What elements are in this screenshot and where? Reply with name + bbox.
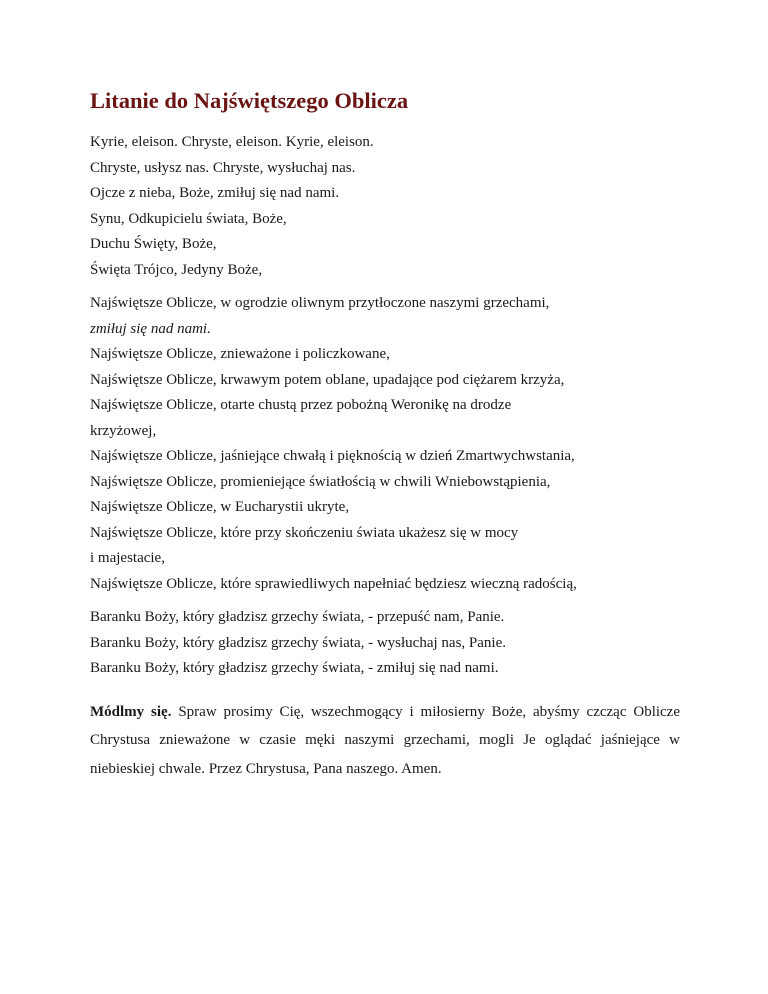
invocation-line: krzyżowej, bbox=[90, 422, 157, 439]
invocation-line: Najświętsze Oblicze, w ogrodzie oliwnym przytłoczone naszymi grzechami, bbox=[90, 295, 550, 311]
document-page bbox=[90, 86, 680, 798]
invocation-line: Najświętsze Oblicze, promieniejące światłością w chwili Wniebowstąpienia, bbox=[90, 473, 551, 490]
opening-line: Święta Trójco, Jedyny Boże, bbox=[90, 261, 263, 278]
agnus-dei-line: Baranku Boży, który gładzisz grzechy świata, - wysłuchaj nas, Panie. bbox=[90, 634, 506, 651]
invocation-line: Najświętsze Oblicze, w Eucharystii ukryte, bbox=[90, 499, 350, 515]
prayer-label: Módlmy się. bbox=[90, 703, 172, 720]
opening-line: Synu, Odkupicielu świata, Boże, bbox=[90, 210, 287, 227]
opening-section bbox=[90, 130, 680, 283]
invocation-response: zmiłuj się nad nami. bbox=[90, 320, 211, 337]
invocation-line: Najświętsze Oblicze, otarte chustą przez pobożną Weronikę na drodze bbox=[90, 397, 512, 413]
invocation-line: i majestacie, bbox=[90, 550, 165, 566]
opening-line: Ojcze z nieba, Boże, zmiłuj się nad nami. bbox=[90, 185, 340, 201]
agnus-dei-line: Baranku Boży, który gładzisz grzechy świata, - zmiłuj się nad nami. bbox=[90, 660, 499, 676]
opening-line: Chryste, usłysz nas. Chryste, wysłuchaj nas. bbox=[90, 159, 356, 176]
invocations-section bbox=[90, 291, 680, 597]
agnus-dei-line: Baranku Boży, który gładzisz grzechy świata, - przepuść nam, Panie. bbox=[90, 609, 505, 625]
invocation-line: Najświętsze Oblicze, które przy skończeniu świata ukażesz się w mocy bbox=[90, 524, 519, 541]
page-title: Litanie do Najświętszego Oblicza bbox=[90, 88, 409, 113]
opening-line: Kyrie, eleison. Chryste, eleison. Kyrie, eleison. bbox=[90, 134, 374, 150]
invocation-line: Najświętsze Oblicze, krwawym potem oblane, upadające pod ciężarem krzyża, bbox=[90, 371, 565, 388]
invocation-line: Najświętsze Oblicze, jaśniejące chwałą i pięknością w dzień Zmartwychwstania, bbox=[90, 448, 575, 464]
invocation-line: Najświętsze Oblicze, znieważone i policzkowane, bbox=[90, 346, 390, 362]
agnus-dei-section bbox=[90, 605, 680, 682]
invocation-line: Najświętsze Oblicze, które sprawiedliwych napełniać będziesz wieczną radością, bbox=[90, 575, 577, 592]
prayer-text: Spraw prosimy Cię, wszechmogący i miłosierny Boże, abyśmy czcząc Oblicze Chrystusa znieważone w czasie męki naszymi grzechami, mogli Je oglądać jaśniejące w niebieskiej chwale. Przez Chrystusa, Pana naszego. Amen. bbox=[90, 703, 681, 777]
closing-prayer bbox=[90, 698, 680, 784]
opening-line: Duchu Święty, Boże, bbox=[90, 236, 217, 252]
